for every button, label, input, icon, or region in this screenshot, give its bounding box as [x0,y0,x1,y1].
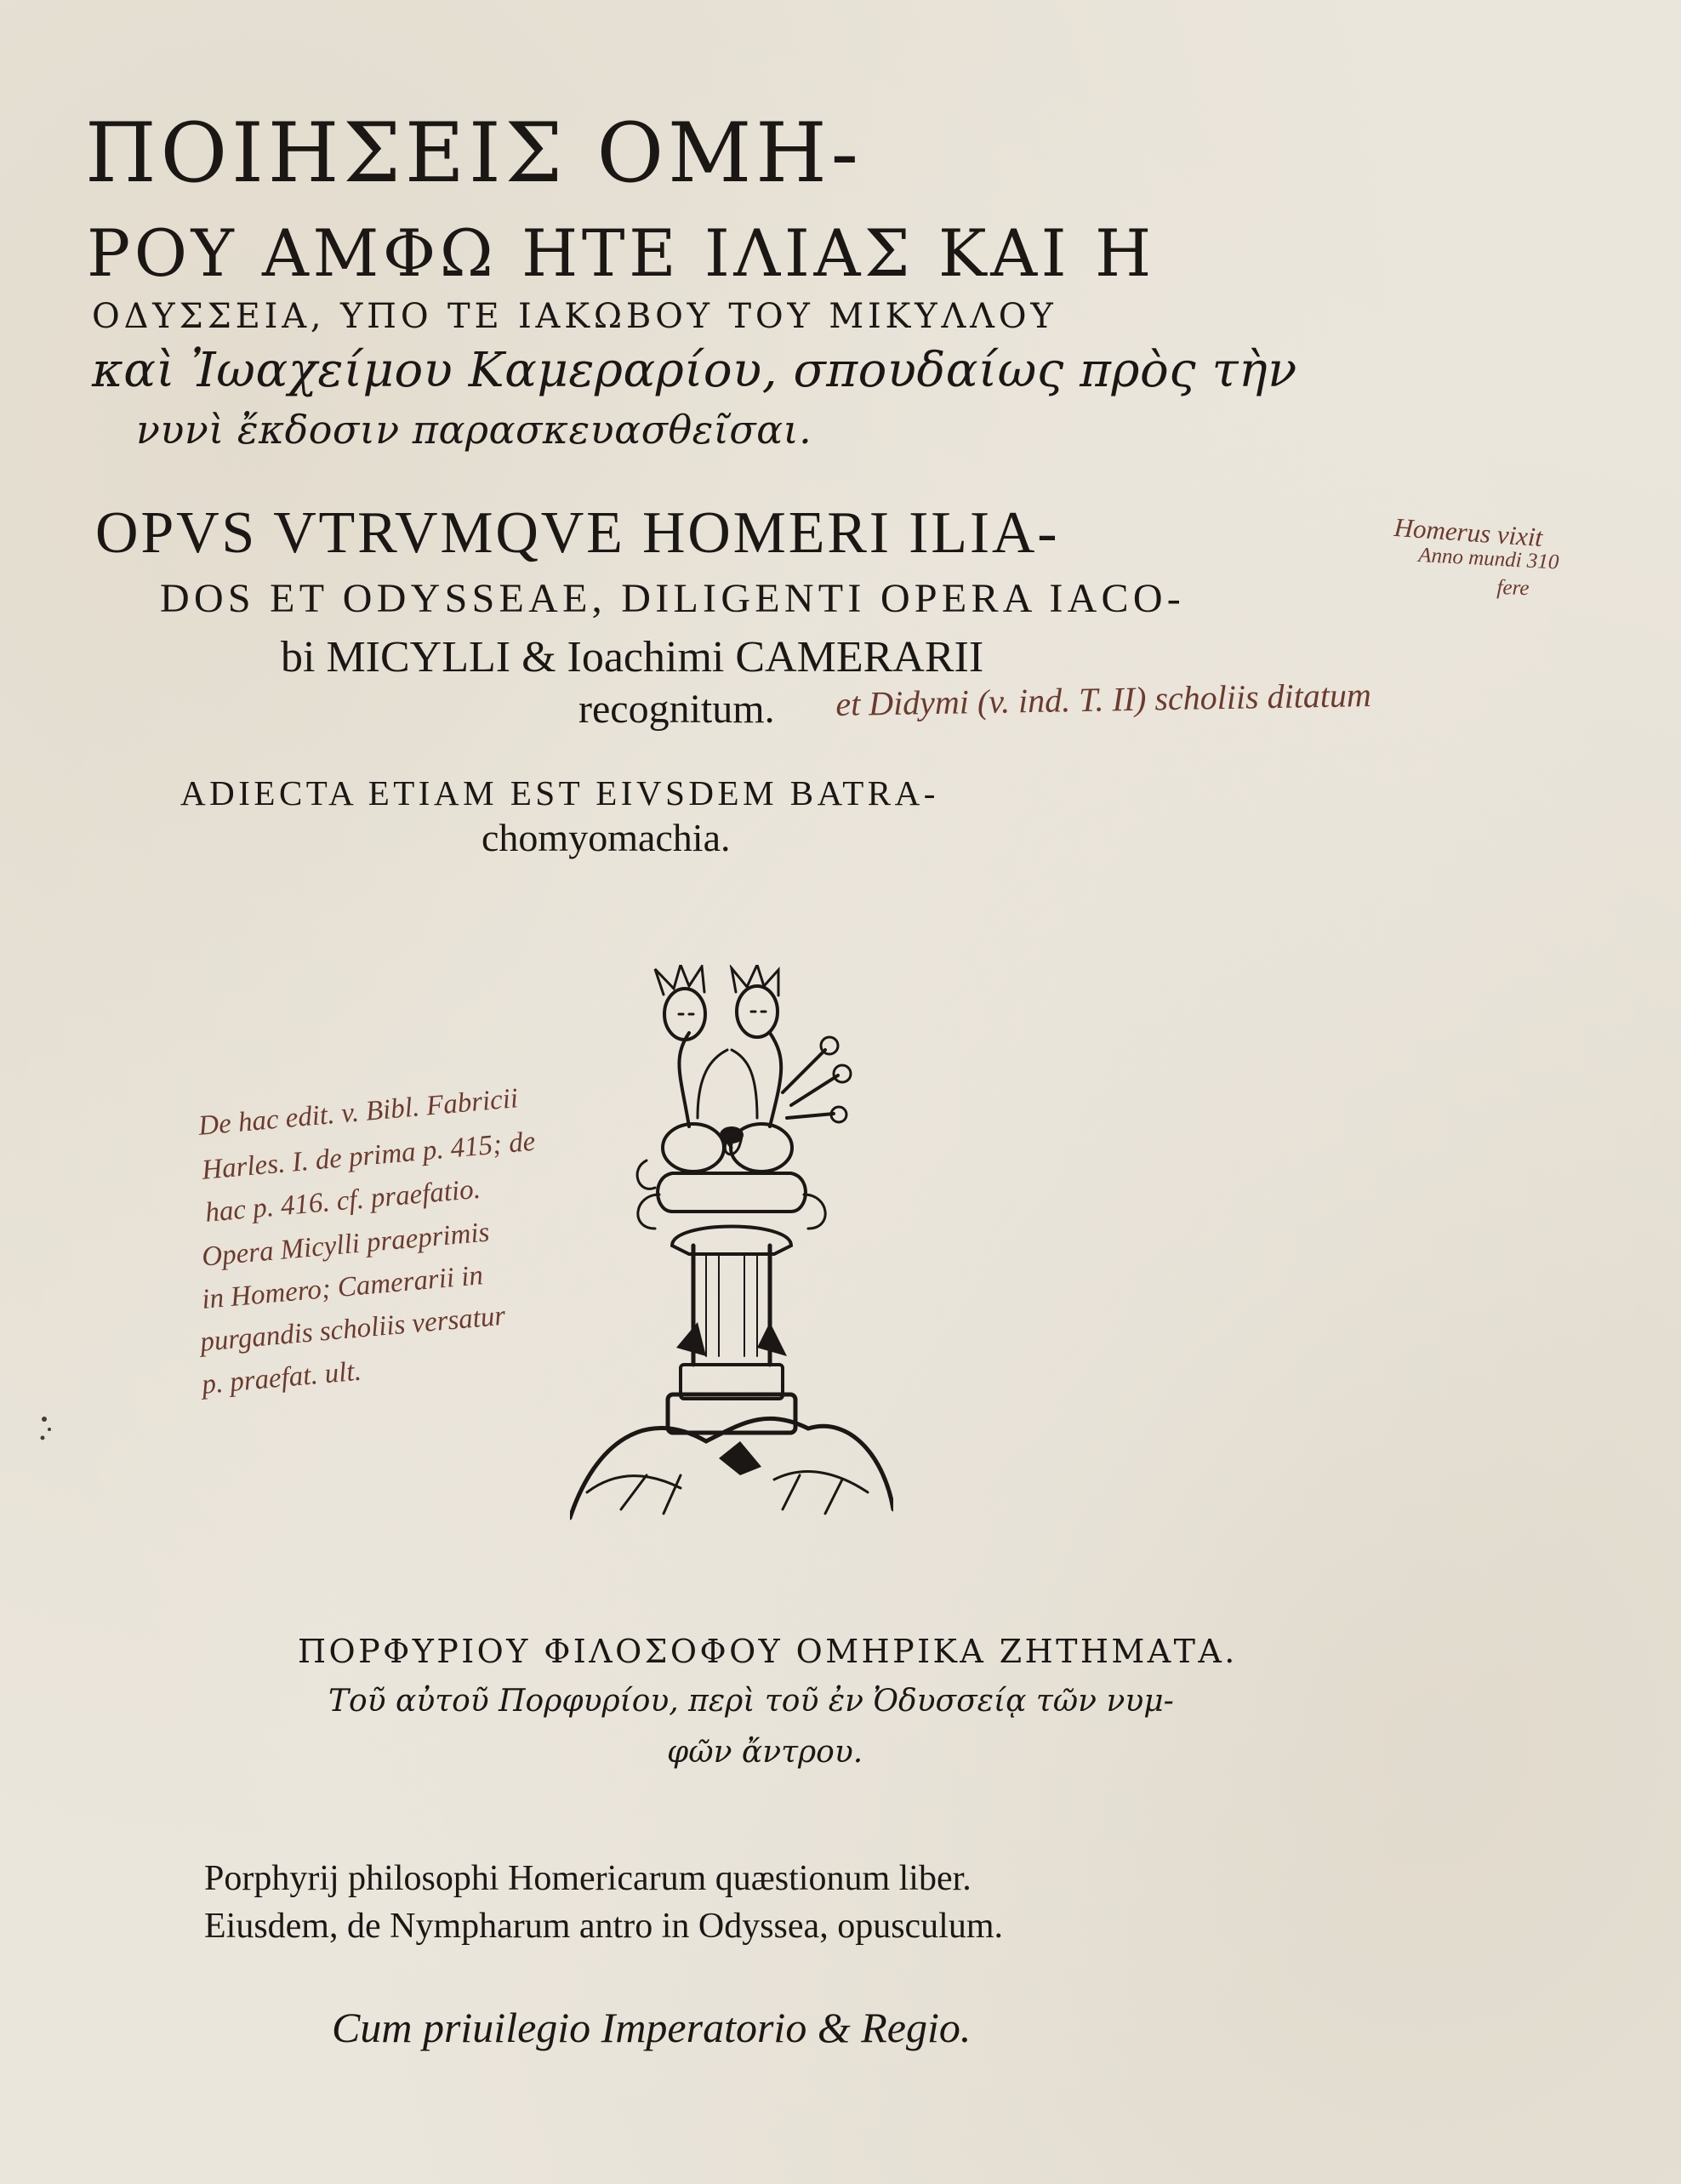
ink-specks [34,1412,60,1446]
porphyry-latin-line-1: Porphyrij philosophi Homericarum quæstionum liber. [204,1859,972,1898]
latin-title-line-1: OPVS VTRVMQVE HOMERI ILIA- [95,500,1060,566]
greek-title-line-5: νυνὶ ἔκδοσιν παρασκευασθεῖσαι. [136,407,812,453]
printers-device-woodcut [570,965,893,1526]
margin-note-homer-line-3: fere [1496,576,1530,601]
left-note-line-7: p. praefat. ult. [200,1355,363,1400]
left-note-line-4: Opera Micylli praeprimis [200,1217,491,1273]
left-note-line-5: in Homero; Camerarii in [200,1260,485,1315]
porphyry-greek-line-3: φῶν ἄντρου. [667,1735,863,1770]
privilege-line: Cum priuilegio Imperatorio & Regio. [332,2004,972,2051]
porphyry-latin-line-2: Eiusdem, de Nympharum antro in Odyssea, opusculum. [204,1907,1004,1946]
greek-title-line-1: ΠΟΙΗΣΕΙΣ ΟΜΗ- [85,105,863,201]
left-note-line-3: hac p. 416. cf. praefatio. [203,1173,482,1229]
adiecta-line-2: chomyomachia. [482,816,731,859]
latin-title-line-3: bi MICYLLI & Ioachimi CAMERARII [281,633,984,681]
left-note-line-2: Harles. I. de prima p. 415; de [200,1126,537,1186]
greek-title-line-3: ΟΔΥΣΣΕΙΑ, ΥΠΟ ΤΕ ΙΑΚΩΒΟΥ ΤΟΥ ΜΙΚΥΛΛΟΥ [92,297,1057,336]
porphyry-greek-line-1: ΠΟΡΦΥΡΙΟΥ ΦΙΛΟΣΟΦΟΥ ΟΜΗΡΙΚΑ ΖΗΤΗΜΑΤΑ. [298,1633,1238,1670]
margin-note-homer-line-1: Homerus vixit [1393,512,1544,553]
left-note-line-6: purgandis scholiis versatur [198,1300,507,1358]
latin-title-line-2: DOS ET ODYSSEAE, DILIGENTI OPERA IACO- [160,576,1186,621]
left-note-line-1: De hac edit. v. Bibl. Fabricii [197,1083,520,1142]
handwritten-addition-didymi: et Didymi (v. ind. T. II) scholiis ditatum [835,676,1372,723]
margin-note-homer-line-2: Anno mundi 310 [1417,544,1560,574]
latin-title-line-4: recognitum. [578,687,775,732]
greek-title-line-4: καὶ Ἰωαχείμου Καμεραρίου, σπουδαίως πρὸς τὴν [92,343,1297,398]
adiecta-line-1: ADIECTA ETIAM EST EIVSDEM BATRA- [180,773,939,813]
greek-title-line-2: ΡΟΥ ΑΜΦΩ ΗΤΕ ΙΛΙΑΣ ΚΑΙ Η [87,215,1155,291]
porphyry-greek-line-2: Τοῦ αὐτοῦ Πορφυρίου, περὶ τοῦ ἐν Ὀδυσσείᾳ τῶν νυμ- [328,1684,1174,1719]
